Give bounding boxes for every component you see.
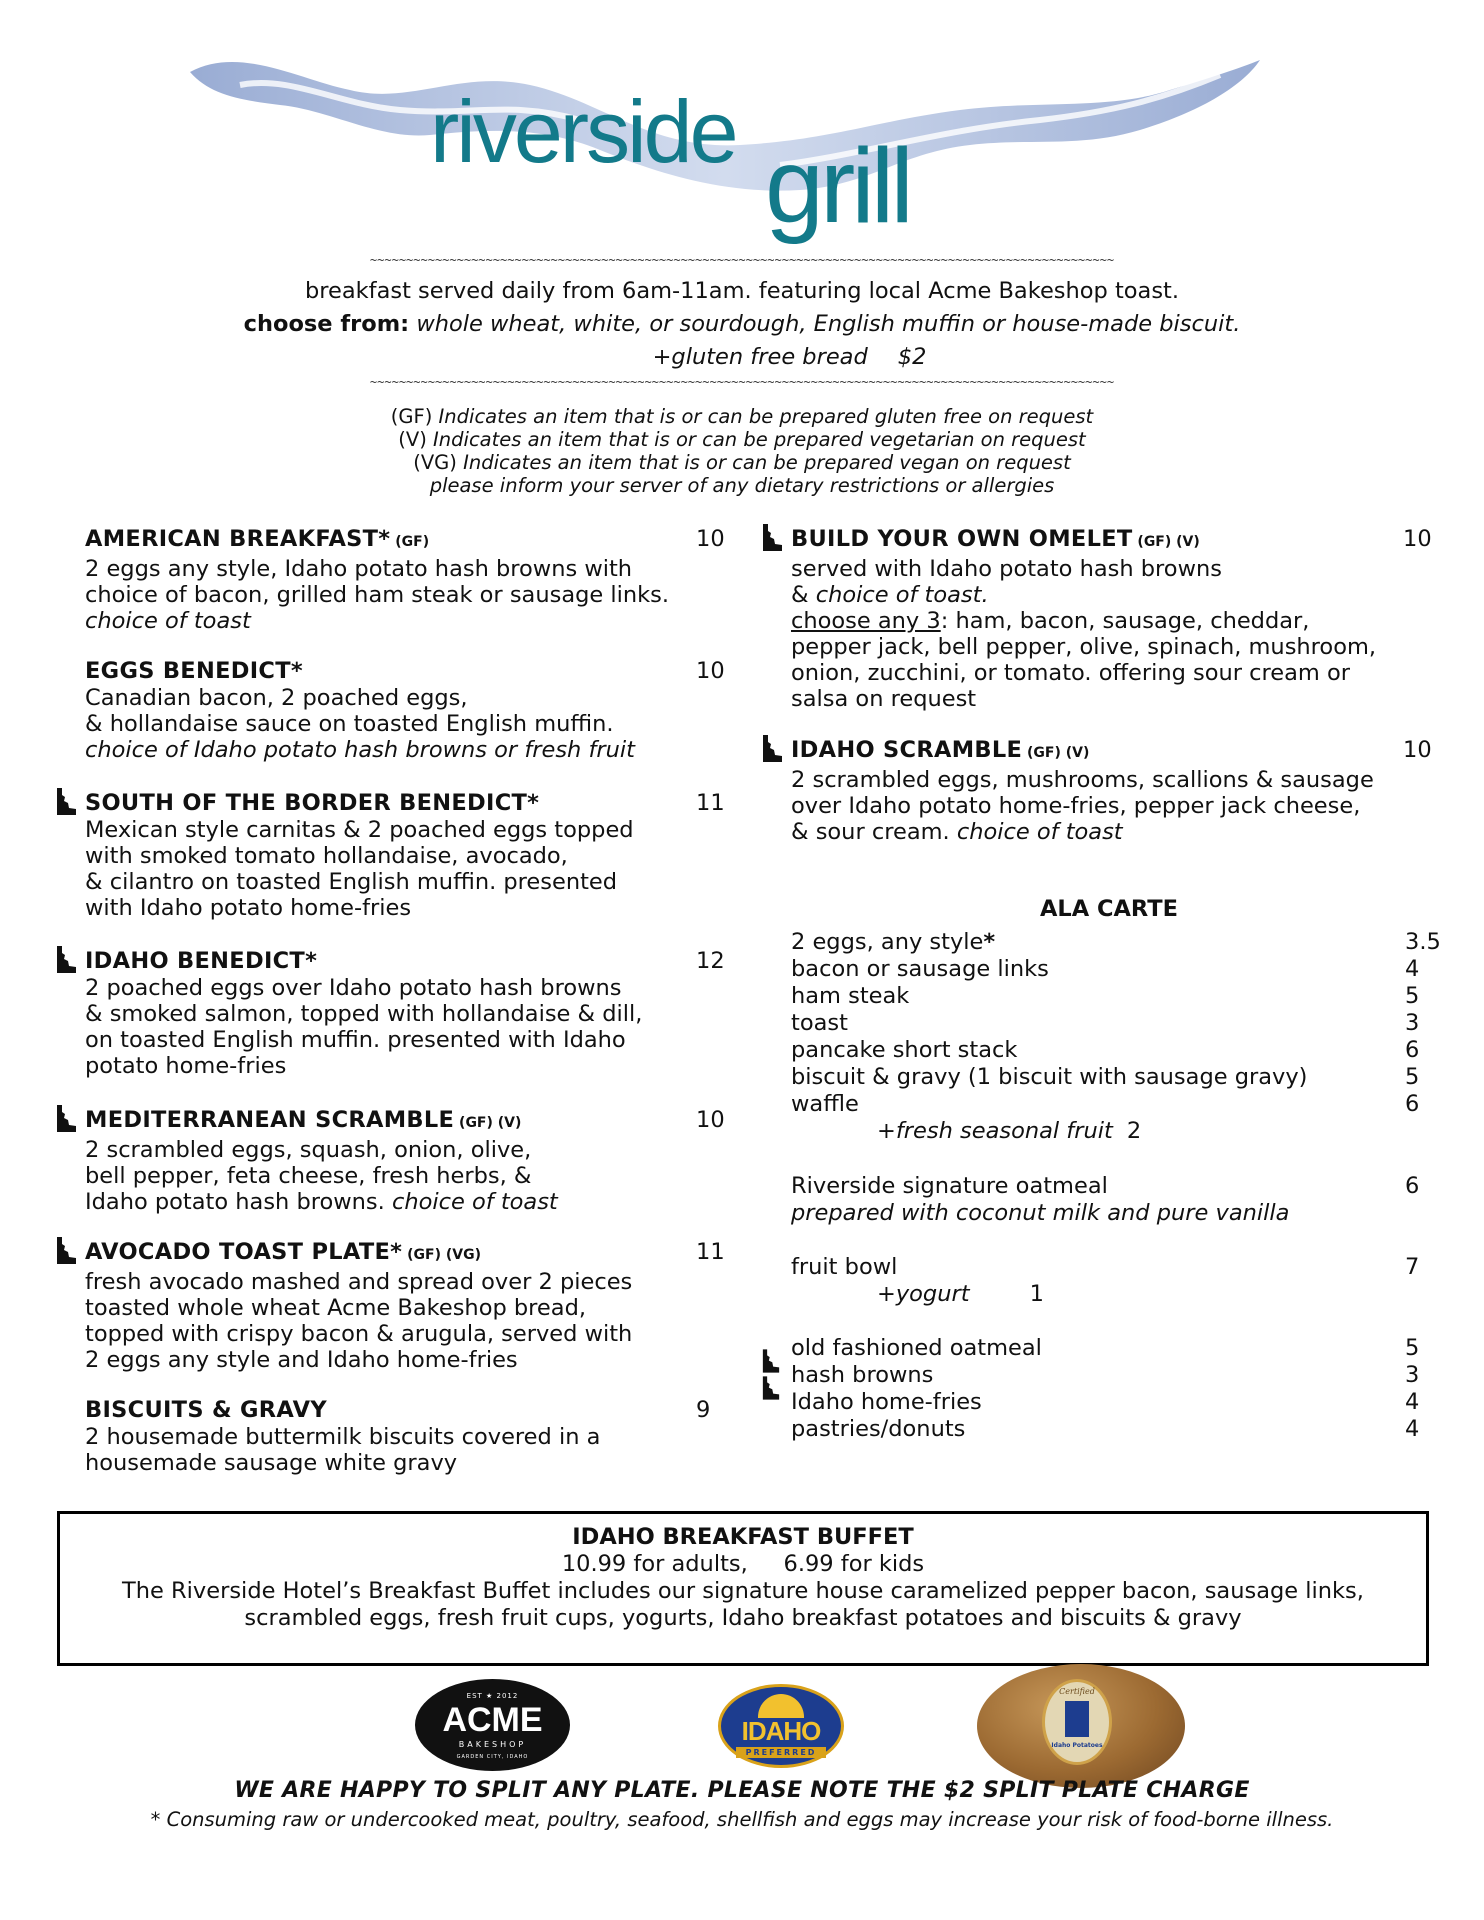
price: 10 [696,658,725,684]
buffet-desc-1: The Riverside Hotel’s Breakfast Buffet includes our signature house caramelized pepper bacon, sausage links, [122,1578,1364,1604]
menu-item-eggs-benedict: EGGS BENEDICT* 10 Canadian bacon, 2 poached eggs, & hollandaise sauce on toasted English muffin. choice of Idaho potato hash browns or fresh fruit [85,658,725,763]
ala-item-waffle: waffle 6 [791,1091,1420,1117]
idaho-state-icon [762,524,783,551]
idaho-state-icon [56,946,77,973]
ala-item-pastries: pastries/donuts 4 [791,1416,1420,1442]
ala-item-hash-browns: hash browns 3 [791,1362,1420,1388]
split-plate-notice: WE ARE HAPPY TO SPLIT ANY PLATE. PLEASE NOTE THE $2 SPLIT PLATE CHARGE [234,1778,1250,1803]
ala-item-fruit-bowl: fruit bowl 7 [791,1254,1420,1280]
ala-item-bacon: bacon or sausage links 4 [791,956,1420,982]
gluten-free-label: +gluten free bread [652,344,868,370]
menu-item-avocado-toast-plate: AVOCADO TOAST PLATE* (GF) (VG) 11 fresh avocado mashed and spread over 2 pieces toasted whole wheat Acme Bakeshop bread, topped with crispy bacon & arugula, served with 2 eggs any style and Idaho home-fries [85,1239,725,1373]
menu-item-biscuits-and-gravy: BISCUITS & GRAVY 9 2 housemade buttermilk biscuits covered in a housemade sausage white gravy [85,1397,711,1476]
price: 11 [696,790,725,816]
idaho-state-icon [56,788,77,815]
price: 9 [696,1397,711,1423]
ala-item-ham: ham steak 5 [791,983,1420,1009]
menu-item-american-breakfast: AMERICAN BREAKFAST* (GF) 10 2 eggs any style, Idaho potato hash browns with choice of bacon, grilled ham steak or sausage links. choice of toast [85,526,725,634]
acme-bakeshop-logo: EST ★ 2012 ACME BAKESHOP GARDEN CITY, IDAHO [415,1679,570,1771]
logo [180,50,1270,245]
price: 10 [1403,737,1432,763]
price: 10 [1403,526,1432,552]
ala-item-eggs: 2 eggs, any style* 3.5 [791,929,1441,955]
legend-vg: (VG) Indicates an item that is or can be prepared vegan on request [413,451,1071,474]
food-safety-warning: * Consuming raw or undercooked meat, poultry, seafood, shellfish and eggs may increase your risk of food-borne illness. [150,1808,1334,1831]
ala-item-signature-oatmeal: Riverside signature oatmeal 6 [791,1173,1420,1199]
gluten-free-line [0,341,1484,373]
ala-item-toast: toast 3 [791,1010,1420,1036]
ala-carte-title: ALA CARTE [1040,896,1178,922]
ala-addon-yogurt: +yogurt 1 [877,1281,1044,1307]
menu-item-mediterranean-scramble: MEDITERRANEAN SCRAMBLE (GF) (V) 10 2 scrambled eggs, squash, onion, olive, bell pepper, feta cheese, fresh herbs, & Idaho potato hash browns. choice of toast [85,1107,725,1215]
idaho-state-icon [762,1376,780,1400]
buffet-box [57,1511,1429,1666]
ala-addon-fruit: +fresh seasonal fruit 2 [877,1118,1142,1144]
idaho-state-icon [762,1349,780,1373]
served-hours: breakfast served daily from 6am-11am. featuring local Acme Bakeshop toast. [304,278,1180,304]
toast-choices [0,308,1484,340]
choose-label: choose from: [243,311,410,337]
menu-item-build-your-own-omelet: BUILD YOUR OWN OMELET (GF) (V) 10 served with Idaho potato hash browns & choice of toast. choose any 3: ham, bacon, sausage, cheddar, pepper jack, bell pepper, olive, spinach, mushroom, onion, zucchini, or tomato. offering sour cream or salsa on request [791,526,1432,712]
menu-item-idaho-scramble: IDAHO SCRAMBLE (GF) (V) 10 2 scrambled eggs, mushrooms, scallions & sausage over Idaho potato home-fries, pepper jack cheese, & sour cream. choice of toast [791,737,1432,845]
logo-riverside: riverside [430,82,736,181]
price: 10 [696,526,725,552]
buffet-title: IDAHO BREAKFAST BUFFET [572,1524,914,1550]
buffet-prices: 10.99 for adults, 6.99 for kids [561,1551,925,1577]
choose-options: whole wheat, white, or sourdough, English muffin or house-made biscuit. [409,311,1241,337]
idaho-state-icon [56,1105,77,1132]
certified-idaho-potato-logo: Certified Idaho Potatoes [977,1664,1185,1788]
tilde-divider-bottom: ~~~~~~~~~~~~~~~~~~~~~~~~~~~~~~~~~~~~~~~~~~~~~~~~~~~~~~~~~~~~~~~~~~~~~~~~~~~~~~~~~~~~~~~~~~~~~~~~~~~~~~~ [369,375,1115,389]
tilde-divider-top: ~~~~~~~~~~~~~~~~~~~~~~~~~~~~~~~~~~~~~~~~~~~~~~~~~~~~~~~~~~~~~~~~~~~~~~~~~~~~~~~~~~~~~~~~~~~~~~~~~~~~~~~ [369,253,1115,267]
ala-oatmeal-desc: prepared with coconut milk and pure vanilla [791,1200,1290,1226]
gluten-free-price: $2 [897,344,927,370]
ala-item-home-fries: Idaho home-fries 4 [791,1389,1420,1415]
price: 10 [696,1107,725,1133]
menu-item-idaho-benedict: IDAHO BENEDICT* 12 2 poached eggs over Idaho potato hash browns & smoked salmon, topped with hollandaise & dill, on toasted English muffin. presented with Idaho potato home-fries [85,948,725,1079]
ala-item-biscuit: biscuit & gravy (1 biscuit with sausage gravy) 5 [791,1064,1420,1090]
ala-item-pancake: pancake short stack 6 [791,1037,1420,1063]
price: 11 [696,1239,725,1265]
idaho-state-icon [1065,1701,1089,1737]
logo-grill: grill [765,127,910,245]
legend-v: (V) Indicates an item that is or can be prepared vegetarian on request [398,428,1086,451]
ala-item-old-fashioned-oatmeal: old fashioned oatmeal 5 [791,1335,1420,1361]
menu-item-south-of-the-border-benedict: SOUTH OF THE BORDER BENEDICT* 11 Mexican style carnitas & 2 poached eggs topped with smoked tomato hollandaise, avocado, & cilantro on toasted English muffin. presented with Idaho potato home-fries [85,790,725,921]
idaho-state-icon [56,1237,77,1264]
legend-gf: (GF) Indicates an item that is or can be prepared gluten free on request [390,405,1094,428]
price: 12 [696,948,725,974]
buffet-desc-2: scrambled eggs, fresh fruit cups, yogurts, Idaho breakfast potatoes and biscuits & gravy [244,1605,1242,1631]
idaho-state-icon [762,735,783,762]
legend-note: please inform your server of any dietary restrictions or allergies [429,474,1055,497]
idaho-preferred-logo: IDAHO PREFERRED [718,1684,844,1768]
